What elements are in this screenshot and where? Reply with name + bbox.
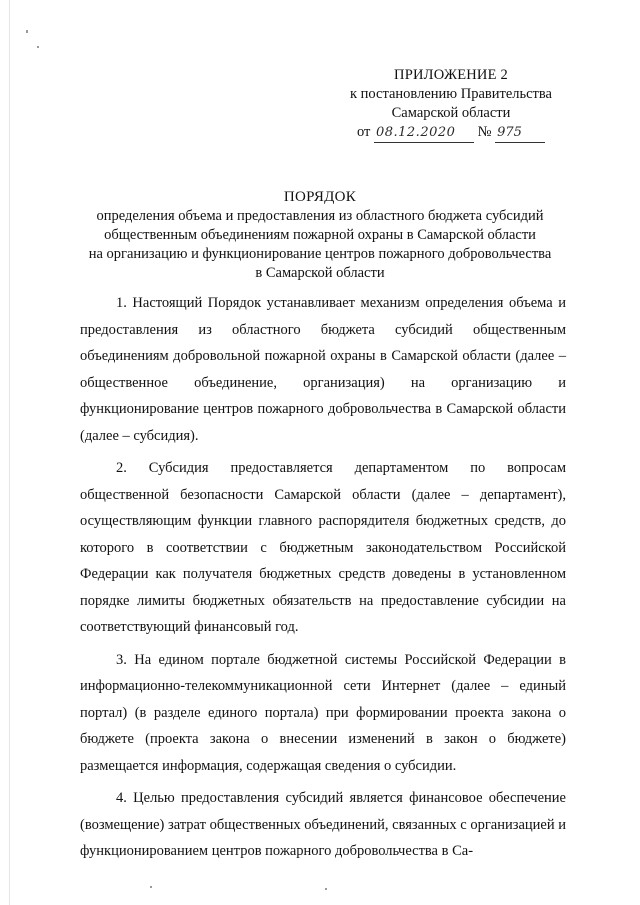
scan-artifact-dot <box>26 30 28 33</box>
date-prefix: от <box>356 124 371 140</box>
scan-artifact-line <box>9 0 10 905</box>
document-body <box>80 290 566 865</box>
scan-artifact-dot <box>37 46 39 48</box>
appendix-title: ПРИЛОЖЕНИЕ 2 <box>394 67 508 83</box>
appendix-date-line <box>357 123 545 143</box>
handwritten-date: 08.12.2020 <box>374 123 474 143</box>
scan-artifact-dot <box>150 886 152 888</box>
subtitle-line-3: на организацию и функционирование центров пожарного добровольчества <box>88 246 552 262</box>
subtitle-line-1: определения объема и предоставления из областного бюджета субсидий <box>96 208 544 224</box>
paragraph-4: 4. Целью предоставления субсидий является финансовое обеспечение (возмещение) затрат общественных объединений, связанных с организацией и функционированием центров пожарного добровольчества в Са- <box>80 790 566 859</box>
appendix-block <box>340 66 562 143</box>
handwritten-number: 975 <box>495 123 545 143</box>
appendix-line-resolution: к постановлению Правительства <box>350 86 552 102</box>
paragraph-1: 1. Настоящий Порядок устанавливает механизм определения объема и предоставления из областного бюджета субсидий общественным объединениям добровольной пожарной охраны в Самарской области (далее – общественное объединение, организация) на организацию и функционирование центров пожарного добровольчества в Самарской области (далее – субсидия). <box>80 295 566 444</box>
document-subtitle <box>60 207 580 283</box>
subtitle-line-4: в Самарской области <box>255 265 385 281</box>
subtitle-line-2: общественным объединениям пожарной охраны в Самарской области <box>104 227 536 243</box>
number-prefix: № <box>477 124 492 140</box>
scan-artifact-dot <box>325 888 327 890</box>
appendix-line-region: Самарской области <box>391 105 511 121</box>
paragraph-2: 2. Субсидия предоставляется департаментом по вопросам общественной безопасности Самарской области (далее – департамент), осуществляющим функции главного распорядителя бюджетных средств, до которого в соответствии с бюджетным законодательством Российской Федерации как получателя бюджетных средств доведены в установленном порядке лимиты бюджетных обязательств на предоставление субсидии на соответствующий финансовый год. <box>80 460 566 635</box>
document-title: ПОРЯДОК <box>283 189 357 205</box>
paragraph-3: 3. На едином портале бюджетной системы Российской Федерации в информационно-телекоммуникационной сети Интернет (далее – единый портал) (в разделе единого портала) при формировании проекта закона о бюджете (проекта закона о внесении изменений в закон о бюджете) размещается информация, содержащая сведения о субсидии. <box>80 651 566 774</box>
